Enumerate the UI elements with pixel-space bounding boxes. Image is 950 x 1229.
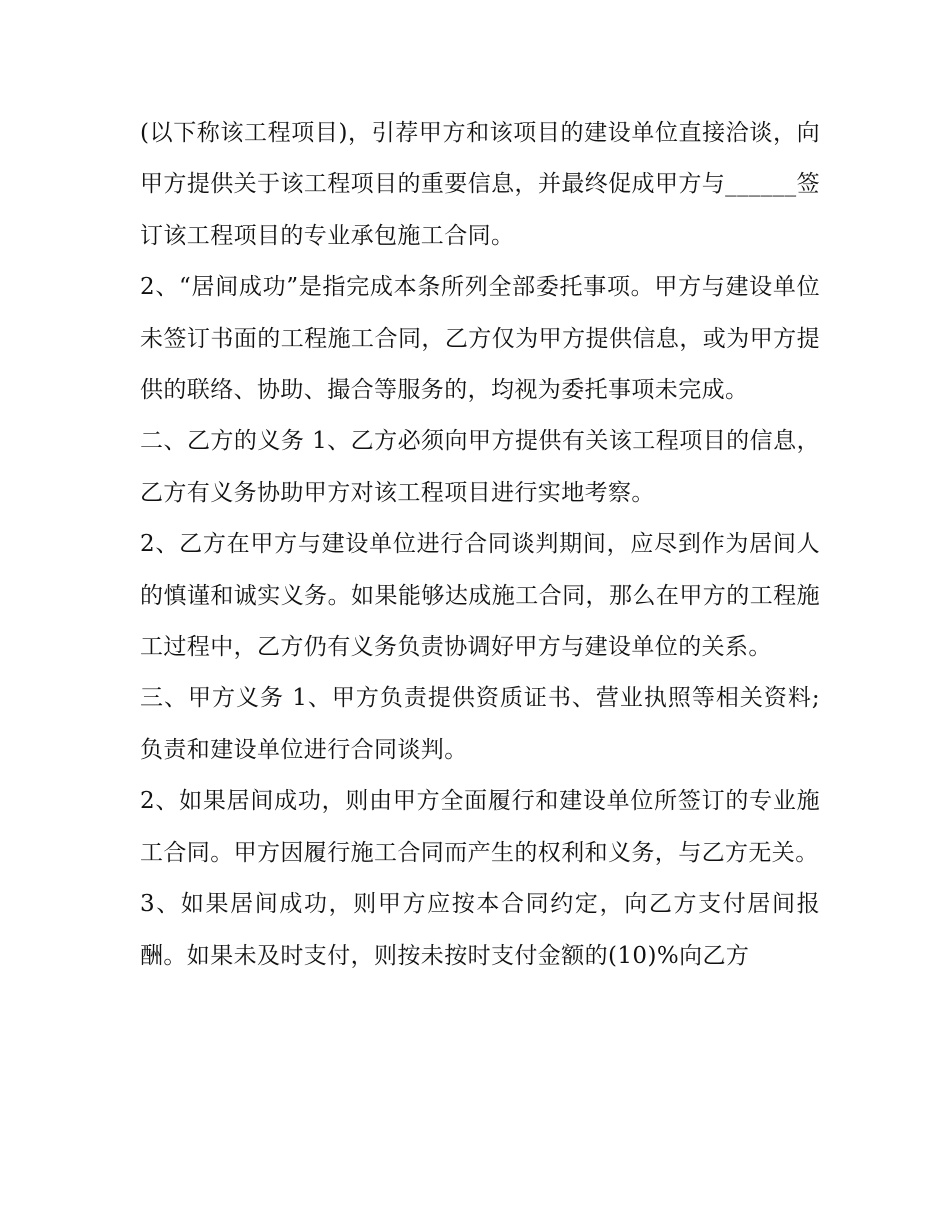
paragraph-party-a-performance: 2、如果居间成功，则由甲方全面履行和建设单位所签订的专业施工合同。甲方因履行施工合同而产生的权利和义务，与乙方无关。 [140,788,820,866]
paragraph-party-a-obligations: 三、甲方义务 1、甲方负责提供资质证书、营业执照等相关资料;负责和建设单位进行合同谈判。 [140,685,820,763]
paragraph-intro-continuation: (以下称该工程项目)，引荐甲方和该项目的建设单位直接洽谈，向甲方提供关于该工程项目的重要信息，并最终促成甲方与______签订该工程项目的专业承包施工合同。 [140,120,820,249]
document-body [140,108,820,982]
paragraph-party-b-obligations: 二、乙方的义务 1、乙方必须向甲方提供有关该工程项目的信息，乙方有义务协助甲方对该工程项目进行实地考察。 [140,428,820,506]
paragraph-mediation-success-definition: 2、“居间成功”是指完成本条所列全部委托事项。甲方与建设单位未签订书面的工程施工合同，乙方仅为甲方提供信息，或为甲方提供的联络、协助、撮合等服务的，均视为委托事项未完成。 [140,274,820,404]
paragraph-party-a-payment: 3、如果居间成功，则甲方应按本合同约定，向乙方支付居间报酬。如果未及时支付，则按未按时支付金额的(10)%向乙方 [140,891,820,969]
paragraph-party-b-duty-of-care: 2、乙方在甲方与建设单位进行合同谈判期间，应尽到作为居间人的慎谨和诚实义务。如果能够达成施工合同，那么在甲方的工程施工过程中，乙方仍有义务负责协调好甲方与建设单位的关系。 [140,531,820,661]
